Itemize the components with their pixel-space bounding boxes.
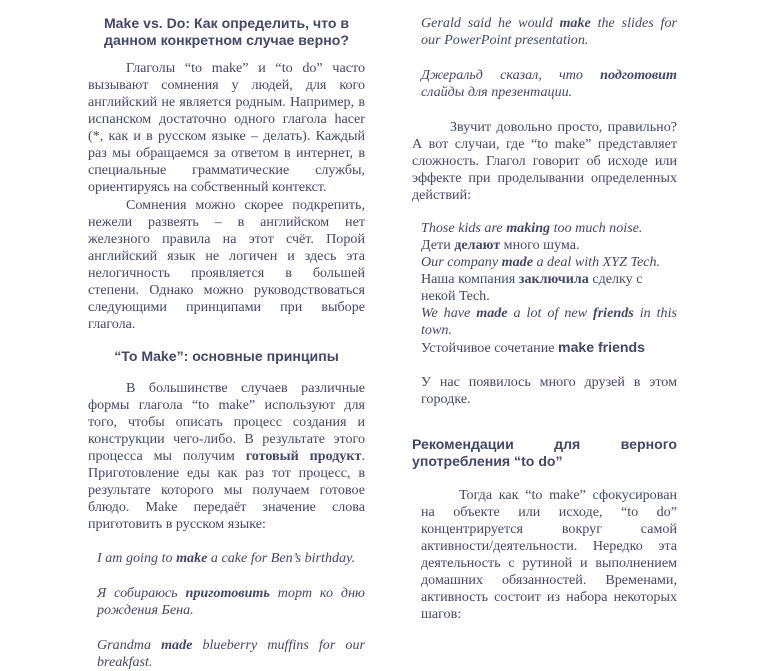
example-gerald-slides: Gerald said he would make the slides for our PowerPoint presentation.: [421, 15, 678, 48]
example-company-deal: Our company made a deal with XYZ Tech.: [421, 254, 661, 270]
paragraph-to-do: Тогда как “to make” сфокусирован на объекте или исходе, “to do” концентрируется вокруг самой активности/деятельности. Нередко эта деятельность с рутиной и выполнением домашних обязанностей. Временами, активность состоит из набора некоторых шагов:: [421, 487, 677, 622]
example-new-friends: We have made a lot of new friends in this town.: [421, 305, 677, 338]
paragraph-make-difficulty: Звучит довольно просто, правильно? А вот случаи, где “to make” представляет сложность. Глагол говорит об исходе или эффекте при проделывании определенных действий:: [412, 119, 677, 203]
example-kids-noise-ru: Дети делают много шума.: [421, 237, 580, 253]
paragraph-doubts: Сомнения можно скорее подкрепить, нежели развеять – в английском нет железного правила на этот счёт. Порой английский язык не логичен и здесь эта нелогичность проявляется в большей степени. Однако можно руководствоваться следующими принципами при выборе глагола.: [88, 197, 365, 332]
example-kids-noise: Those kids are making too much noise.: [421, 220, 643, 236]
section-title-to-do: Рекомендации для верного употребления “to do”: [412, 436, 677, 469]
article-title: Make vs. Do: Как определить, что в данном конкретном случае верно?: [103, 15, 350, 48]
example-new-friends-ru: У нас появилось много друзей в этом городке.: [421, 374, 677, 407]
example-make-cake: I am going to make a cake for Ben’s birthday.: [97, 550, 356, 566]
examples-list: [412, 220, 677, 357]
paragraph-make-principles: В большинстве случаев различные формы глагола “to make” используют для того, чтобы описать процесс создания и конструкции чего-либо. В результате этого процесса мы получим готовый продукт. Приготовление еды как раз тот процесс, в результате которого мы получаем готовое блюдо. Make передаёт значение слова приготовить в русском языке:: [88, 380, 366, 532]
section-title-to-make: “To Make”: основные принципы: [114, 348, 339, 364]
paragraph-intro: Глаголы “to make” и “to do” часто вызывают сомнения у людей, для кого английский не является родным. Например, в испанском достаточно одного глагола hacer (*, как и в русском языке – делать). Каждый раз мы обращаемся за ответом в интернет, в специальные грамматические службы, ориентируясь на собственный контекст.: [88, 60, 365, 195]
example-company-deal-ru: Наша компания заключила сделку с некой Tech.: [421, 271, 643, 304]
example-make-cake-ru: Я собираюсь приготовить торт ко дню рождения Бена.: [97, 585, 365, 618]
example-grandma-muffins: Grandma made blueberry muffins for our breakfast.: [97, 637, 365, 670]
example-make-friends-note: Устойчивое сочетание make friends: [421, 339, 645, 356]
example-gerald-slides-ru: Джеральд сказал, что подготовит слайды для презентации.: [421, 67, 677, 100]
left-column: [88, 0, 365, 671]
right-column: [412, 0, 677, 623]
